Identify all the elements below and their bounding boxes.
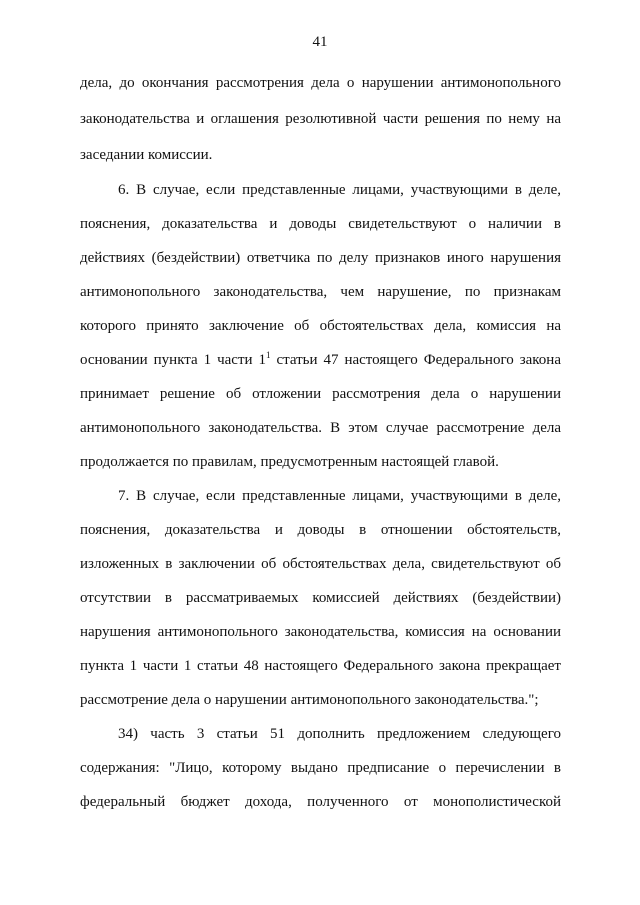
text-line: принимает решение об отложении рассмотрения дела о нарушении [80,386,561,402]
text-line: заседании комиссии. [80,147,213,163]
text-line: пункта 1 части 1 статьи 48 настоящего Федерального закона прекращает [80,658,561,674]
text-line: антимонопольного законодательства, чем нарушение, по признакам [80,284,561,300]
text-line: отсутствии в рассматриваемых комиссией действиях (бездействии) [80,590,561,606]
text-line: содержания: "Лицо, которому выдано предписание о перечислении в [80,760,561,776]
text-line: антимонопольного законодательства. В этом случае рассмотрение дела [80,420,561,436]
text-line: которого принято заключение об обстоятельствах дела, комиссия на [80,318,561,334]
text-line: продолжается по правилам, предусмотренным настоящей главой. [80,454,499,470]
item-34-first-line: 34) часть 3 статьи 51 дополнить предложением следующего [118,726,561,742]
text-line: действиях (бездействии) ответчика по делу признаков иного нарушения [80,250,561,266]
text-line: пояснения, доказательства и доводы в отношении обстоятельств, [80,522,561,538]
page-number: 41 [312,34,328,50]
text-fragment: основании пункта 1 части 1 [80,352,266,368]
text-line-with-superscript [80,350,561,370]
text-line: пояснения, доказательства и доводы свидетельствуют о наличии в [80,216,561,232]
text-line: дела, до окончания рассмотрения дела о нарушении антимонопольного [80,75,561,91]
text-line: законодательства и оглашения резолютивной части решения по нему на [80,111,561,127]
superscript: 1 [266,350,271,360]
text-line: федеральный бюджет дохода, полученного от монополистической [80,794,561,810]
text-line: нарушения антимонопольного законодательства, комиссия на основании [80,624,561,640]
paragraph-6-first-line: 6. В случае, если представленные лицами, участвующими в деле, [118,182,561,198]
text-line: рассмотрение дела о нарушении антимонопольного законодательства."; [80,692,539,708]
paragraph-7-first-line: 7. В случае, если представленные лицами, участвующими в деле, [118,488,561,504]
text-fragment: статьи 47 настоящего Федерального закона [270,352,561,368]
text-line: изложенных в заключении об обстоятельствах дела, свидетельствуют об [80,556,561,572]
